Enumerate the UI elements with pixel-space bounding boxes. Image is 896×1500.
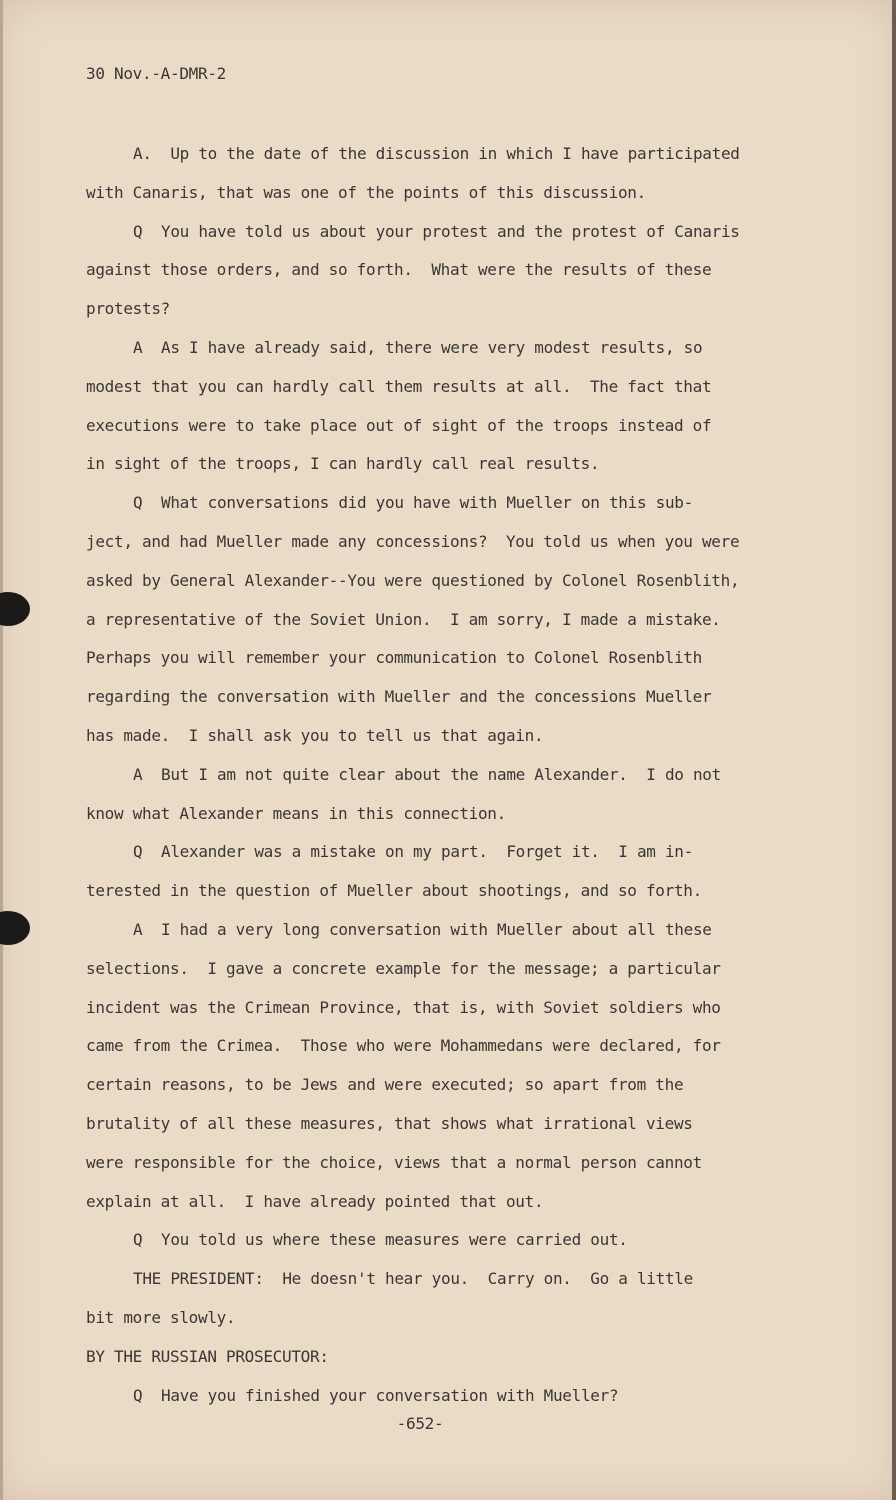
transcript-line: against those orders, and so forth. What were the results of these — [86, 260, 712, 280]
document-header: 30 Nov.-A-DMR-2 — [86, 64, 226, 83]
transcript-line: with Canaris, that was one of the points of this discussion. — [86, 182, 646, 202]
transcript-line: asked by General Alexander--You were questioned by Colonel Rosenblith, — [86, 570, 740, 590]
transcript-line: protests? — [86, 299, 170, 319]
transcript-line: terested in the question of Mueller about shootings, and so forth. — [86, 881, 702, 901]
transcript-line: ject, and had Mueller made any concessions? You told us when you were — [86, 531, 740, 551]
transcript-line: know what Alexander means in this connection. — [86, 803, 506, 823]
transcript-line: were responsible for the choice, views that a normal person cannot — [86, 1152, 702, 1172]
transcript-line: Q What conversations did you have with Mueller on this sub- — [133, 493, 693, 513]
punch-hole — [0, 911, 30, 945]
transcript-line: A But I am not quite clear about the name Alexander. I do not — [133, 764, 721, 784]
transcript-line: executions were to take place out of sight of the troops instead of — [86, 415, 712, 435]
transcript-line: a representative of the Soviet Union. I am sorry, I made a mistake. — [86, 609, 721, 629]
transcript-line: Q Have you finished your conversation with Mueller? — [133, 1385, 619, 1405]
transcript-line: selections. I gave a concrete example for the message; a particular — [86, 958, 721, 978]
transcript-line: A. Up to the date of the discussion in which I have participated — [133, 144, 740, 163]
transcript-line: regarding the conversation with Mueller and the concessions Mueller — [86, 687, 712, 707]
page-number: -652- — [396, 1414, 444, 1433]
transcript-line: Q You told us where these measures were carried out. — [133, 1230, 628, 1250]
transcript-line: incident was the Crimean Province, that is, with Soviet soldiers who — [86, 997, 721, 1017]
page-left-edge — [0, 0, 3, 1500]
transcript-line: has made. I shall ask you to tell us that again. — [86, 725, 544, 745]
transcript-line: A As I have already said, there were very modest results, so — [133, 337, 703, 357]
transcript-line: Q Alexander was a mistake on my part. Forget it. I am in- — [133, 842, 693, 862]
transcript-line: THE PRESIDENT: He doesn't hear you. Carry on. Go a little — [133, 1269, 693, 1289]
transcript-line: bit more slowly. — [86, 1307, 236, 1327]
transcript-line: in sight of the troops, I can hardly call real results. — [86, 454, 600, 474]
page-right-edge — [892, 0, 896, 1500]
transcript-line: Q You have told us about your protest and the protest of Canaris — [133, 221, 740, 241]
punch-hole — [0, 592, 30, 626]
transcript-line: A I had a very long conversation with Mueller about all these — [133, 919, 712, 939]
transcript-line: brutality of all these measures, that shows what irrational views — [86, 1113, 693, 1133]
transcript-body — [86, 142, 786, 1422]
transcript-line: explain at all. I have already pointed that out. — [86, 1191, 544, 1211]
transcript-line: certain reasons, to be Jews and were executed; so apart from the — [86, 1075, 684, 1095]
transcript-line: Perhaps you will remember your communication to Colonel Rosenblith — [86, 648, 702, 668]
transcript-line: modest that you can hardly call them results at all. The fact that — [86, 376, 712, 396]
transcript-line: BY THE RUSSIAN PROSECUTOR: — [86, 1346, 329, 1366]
transcript-line: came from the Crimea. Those who were Mohammedans were declared, for — [86, 1036, 721, 1056]
